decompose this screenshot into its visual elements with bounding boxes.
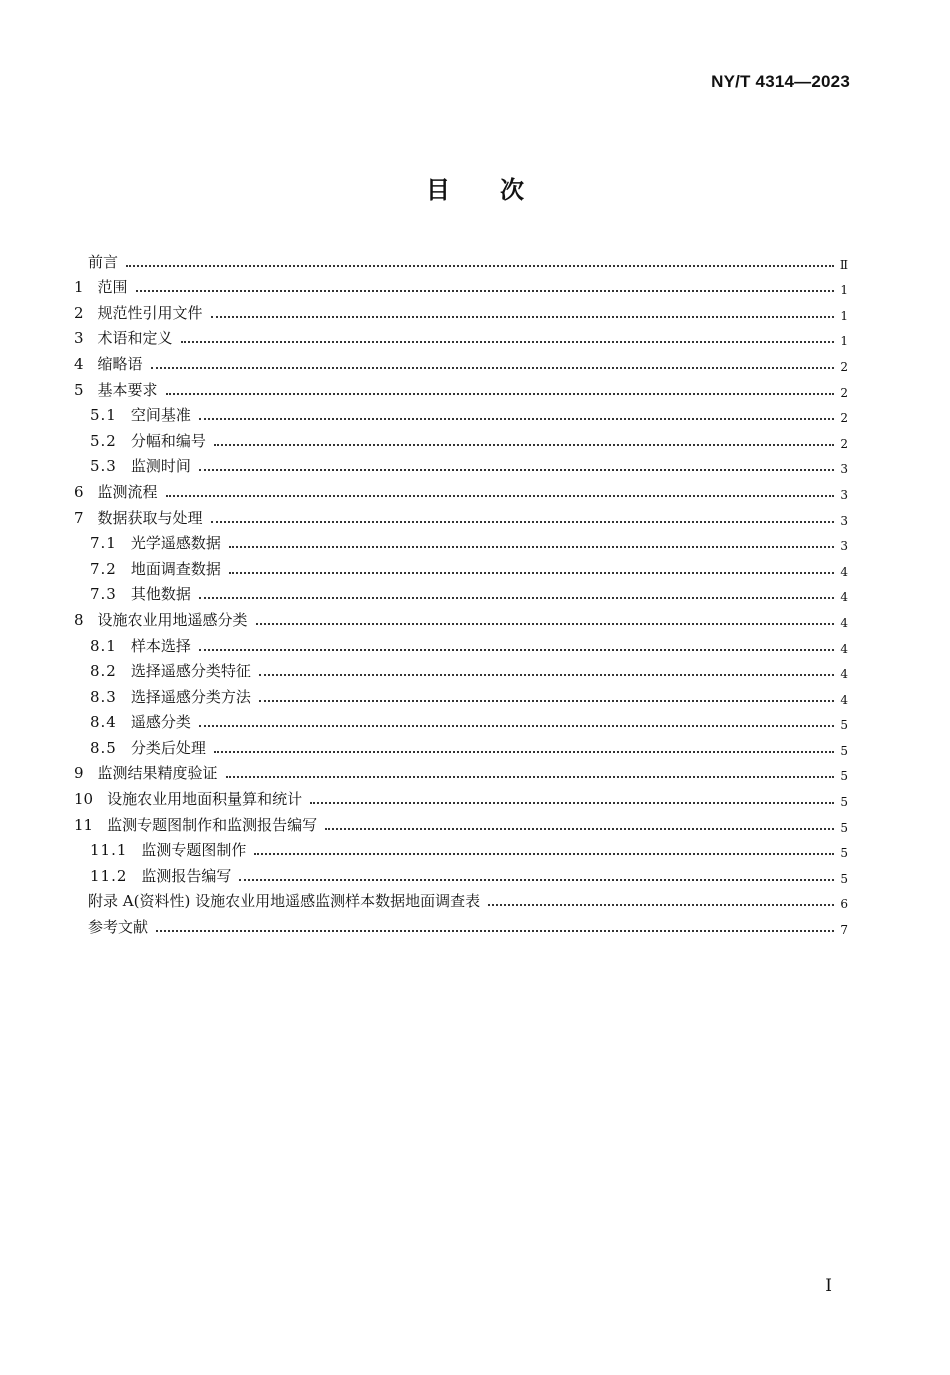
toc-entry-number: 8.1 (90, 636, 117, 655)
toc-dot-leader (199, 469, 834, 471)
toc-entry-title: 设施农业用地面积量算和统计 (107, 790, 303, 809)
toc-entry[interactable] (74, 246, 848, 272)
toc-entry-page: Ⅱ (839, 257, 848, 272)
toc-entry-title: 范围 (97, 278, 128, 297)
toc-dot-leader (199, 725, 834, 727)
toc-entry-number: 11.2 (90, 866, 128, 885)
toc-entry[interactable] (74, 528, 848, 554)
toc-entry-page: 5 (840, 743, 848, 758)
toc-entry-title: 监测报告编写 (141, 866, 232, 885)
toc-entry[interactable] (74, 732, 848, 758)
toc-entry-page: 4 (840, 564, 848, 579)
toc-entry-title: 监测专题图制作和监测报告编写 (107, 815, 318, 834)
toc-entry-page: 5 (840, 820, 848, 835)
toc-entry[interactable] (74, 272, 848, 298)
toc-dot-leader (199, 418, 834, 420)
toc-entry[interactable] (74, 502, 848, 528)
toc-entry-number: 5.2 (90, 431, 117, 450)
toc-entry-page: 4 (840, 667, 848, 682)
toc-entry-page: 1 (840, 334, 848, 349)
toc-dot-leader (239, 879, 834, 881)
toc-entry-title: 样本选择 (130, 636, 191, 655)
toc-dot-leader (214, 751, 834, 753)
toc-entry[interactable] (74, 707, 848, 733)
toc-entry-title: 光学遥感数据 (130, 534, 221, 553)
toc-dot-leader (199, 649, 834, 651)
document-code: NY/T 4314—2023 (711, 72, 850, 91)
page-number: I (825, 1276, 832, 1296)
toc-dot-leader (211, 521, 834, 523)
toc-dot-leader (166, 393, 834, 395)
toc-entry[interactable] (74, 604, 848, 630)
toc-dot-leader (211, 316, 834, 318)
toc-entry-page: 4 (840, 615, 848, 630)
toc-entry-title: 设施农业用地遥感分类 (97, 610, 248, 629)
page-title: 目次 (426, 176, 574, 204)
toc-dot-leader (325, 828, 834, 830)
toc-entry-page: 1 (840, 283, 848, 298)
toc-entry[interactable] (74, 911, 848, 937)
toc-entry-number: 5.3 (90, 457, 117, 476)
toc-entry-title: 参考文献 (88, 918, 149, 937)
toc-entry-page: 2 (840, 436, 848, 451)
toc-entry-page: 5 (840, 769, 848, 784)
toc-entry[interactable] (74, 553, 848, 579)
toc-entry-page: 2 (840, 385, 848, 400)
toc-entry-title: 基本要求 (97, 380, 158, 399)
toc-dot-leader (156, 930, 834, 932)
toc-entry-page: 6 (840, 897, 848, 912)
toc-entry-page: 3 (840, 539, 848, 554)
toc-entry-title: 遥感分类 (130, 713, 191, 732)
toc-entry-title: 空间基准 (130, 406, 191, 425)
toc-dot-leader (256, 623, 834, 625)
toc-entry-page: 5 (840, 871, 848, 886)
toc-entry-title: 其他数据 (130, 585, 191, 604)
toc-dot-leader (229, 572, 834, 574)
toc-entry-page: 5 (840, 846, 848, 861)
toc-entry[interactable] (74, 374, 848, 400)
toc-entry-page: 4 (840, 641, 848, 656)
toc-entry-page: 4 (840, 590, 848, 605)
toc-entry-page: 5 (840, 718, 848, 733)
toc-entry-title: 选择遥感分类特征 (130, 662, 251, 681)
toc-entry-number: 8.3 (90, 687, 117, 706)
toc-entry-number: 7.2 (90, 559, 117, 578)
toc-dot-leader (259, 674, 834, 676)
toc-dot-leader (488, 904, 834, 906)
toc-entry-number: 5 (74, 380, 84, 399)
toc-entry-number: 2 (74, 303, 84, 322)
toc-dot-leader (229, 546, 834, 548)
toc-entry-title: 地面调查数据 (130, 559, 221, 578)
toc-entry-title: 规范性引用文件 (97, 303, 203, 322)
toc-dot-leader (199, 597, 834, 599)
toc-dot-leader (259, 700, 834, 702)
toc-entry-title: 监测结果精度验证 (97, 764, 218, 783)
toc-dot-leader (226, 776, 834, 778)
toc-entry-title: 前言 (88, 252, 119, 271)
toc-entry-page: 7 (840, 923, 848, 938)
toc-entry-title: 数据获取与处理 (97, 508, 203, 527)
toc-entry-number: 11 (74, 815, 94, 834)
toc-entry-number: 11.1 (90, 841, 128, 860)
toc-dot-leader (126, 265, 834, 267)
toc-entry-title: 选择遥感分类方法 (130, 687, 251, 706)
toc-entry[interactable] (74, 809, 848, 835)
toc-entry-title: 监测时间 (130, 457, 191, 476)
toc-entry[interactable] (74, 425, 848, 451)
toc-entry-page: 2 (840, 411, 848, 426)
toc-entry[interactable] (74, 323, 848, 349)
toc-entry-title: 监测专题图制作 (141, 841, 247, 860)
toc-entry[interactable] (74, 681, 848, 707)
toc-entry[interactable] (74, 656, 848, 682)
toc-entry[interactable] (74, 886, 848, 912)
toc-entry-number: 8.2 (90, 662, 117, 681)
toc-entry-number: 8.4 (90, 713, 117, 732)
table-of-contents (74, 246, 848, 937)
toc-entry-page: 3 (840, 487, 848, 502)
toc-entry-number: 8.5 (90, 738, 117, 757)
toc-entry-number: 7 (74, 508, 84, 527)
toc-entry[interactable] (74, 400, 848, 426)
toc-entry-number: 8 (74, 610, 84, 629)
toc-dot-leader (181, 341, 834, 343)
toc-entry-title: 术语和定义 (97, 329, 173, 348)
toc-entry[interactable] (74, 630, 848, 656)
toc-entry-number: 7.1 (90, 534, 117, 553)
toc-entry[interactable] (74, 860, 848, 886)
toc-dot-leader (254, 853, 834, 855)
toc-entry-page: 4 (840, 692, 848, 707)
toc-entry[interactable] (74, 451, 848, 477)
toc-entry-number: 3 (74, 329, 84, 348)
toc-entry[interactable] (74, 835, 848, 861)
toc-entry-number: 6 (74, 482, 84, 501)
toc-entry[interactable] (74, 758, 848, 784)
toc-entry-page: 2 (840, 359, 848, 374)
toc-entry-number: 1 (74, 278, 84, 297)
toc-entry-title: 分类后处理 (130, 738, 206, 757)
toc-dot-leader (214, 444, 834, 446)
toc-dot-leader (136, 290, 834, 292)
toc-entry[interactable] (74, 783, 848, 809)
toc-entry-number: 5.1 (90, 406, 117, 425)
toc-entry-page: 1 (840, 308, 848, 323)
toc-entry[interactable] (74, 297, 848, 323)
toc-entry-page: 3 (840, 513, 848, 528)
toc-entry-title: 监测流程 (97, 482, 158, 501)
toc-entry-number: 9 (74, 764, 84, 783)
toc-entry-number: 10 (74, 790, 94, 809)
toc-entry-title: 附录 A(资料性) 设施农业用地遥感监测样本数据地面调查表 (88, 892, 481, 911)
toc-entry[interactable] (74, 476, 848, 502)
toc-entry-number: 7.3 (90, 585, 117, 604)
toc-dot-leader (166, 495, 834, 497)
toc-entry-page: 5 (840, 795, 848, 810)
toc-dot-leader (310, 802, 834, 804)
toc-entry[interactable] (74, 579, 848, 605)
toc-dot-leader (151, 367, 834, 369)
toc-entry-title: 分幅和编号 (130, 431, 206, 450)
toc-entry-title: 缩略语 (97, 354, 143, 373)
toc-entry[interactable] (74, 348, 848, 374)
toc-entry-page: 3 (840, 462, 848, 477)
toc-entry-number: 4 (74, 354, 84, 373)
